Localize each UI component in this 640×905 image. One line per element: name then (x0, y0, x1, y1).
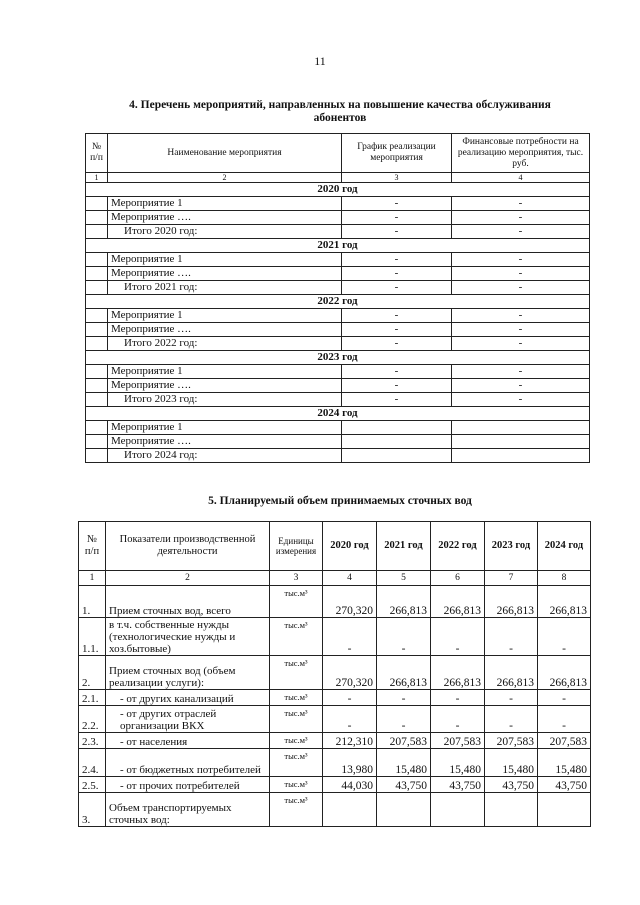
year-value: - (538, 690, 591, 706)
measure-finance (452, 449, 590, 463)
measure-num (86, 435, 108, 449)
year-value: 207,583 (538, 733, 591, 749)
column-number: 4 (323, 571, 377, 586)
measure-schedule: - (342, 379, 452, 393)
year-value: 44,030 (323, 777, 377, 793)
year-heading: 2023 год (86, 351, 590, 365)
year-value: 266,813 (431, 656, 485, 690)
header-year: 2023 год (485, 522, 538, 571)
measure-name: Итого 2022 год: (108, 337, 342, 351)
column-numbers-row (79, 571, 591, 586)
measure-finance: - (452, 267, 590, 281)
measure-schedule (342, 449, 452, 463)
header-schedule: График реализации мероприятия (342, 134, 452, 173)
measure-schedule: - (342, 309, 452, 323)
measure-num (86, 323, 108, 337)
year-value (323, 793, 377, 827)
column-number: 2 (108, 173, 342, 183)
measure-name: Мероприятие 1 (108, 421, 342, 435)
measure-finance: - (452, 379, 590, 393)
wastewater-header-row (79, 522, 591, 571)
year-value: 43,750 (431, 777, 485, 793)
measure-num (86, 281, 108, 295)
measure-name: Мероприятие …. (108, 267, 342, 281)
measure-row (86, 365, 590, 379)
section4-title-line1: 4. Перечень мероприятий, направленных на повышение качества обслуживания (129, 99, 551, 111)
measure-name: Итого 2021 год: (108, 281, 342, 295)
year-value: 207,583 (377, 733, 431, 749)
year-heading: 2024 год (86, 407, 590, 421)
measure-name: Итого 2020 год: (108, 225, 342, 239)
section5-title: 5. Планируемый объем принимаемых сточных вод (208, 495, 472, 507)
column-number: 2 (106, 571, 270, 586)
header-year: 2022 год (431, 522, 485, 571)
measure-num (86, 421, 108, 435)
indicator-name: Прием сточных вод (объем реализации услуги): (106, 656, 270, 690)
wastewater-table (78, 521, 591, 827)
measure-row (86, 379, 590, 393)
measure-finance: - (452, 393, 590, 407)
year-value: - (323, 618, 377, 656)
measure-row (86, 211, 590, 225)
year-value: 13,980 (323, 749, 377, 777)
column-number: 7 (485, 571, 538, 586)
indicator-name: Прием сточных вод, всего (106, 586, 270, 618)
year-value: 15,480 (431, 749, 485, 777)
year-value: - (485, 706, 538, 733)
measure-row (86, 393, 590, 407)
measure-finance: - (452, 281, 590, 295)
header-finance: Финансовые потребности на реализацию мероприятия, тыс. руб. (452, 134, 590, 173)
unit-label: тыс.м³ (270, 733, 323, 749)
year-value: - (538, 618, 591, 656)
row-num: 2.3. (79, 733, 106, 749)
measure-finance: - (452, 309, 590, 323)
year-row (86, 351, 590, 365)
unit-label: тыс.м³ (270, 690, 323, 706)
column-number: 3 (270, 571, 323, 586)
year-value: - (377, 618, 431, 656)
measure-name: Мероприятие …. (108, 211, 342, 225)
year-value: 43,750 (485, 777, 538, 793)
measure-num (86, 197, 108, 211)
unit-label: тыс.м³ (270, 706, 323, 733)
year-value: - (485, 690, 538, 706)
year-value (431, 793, 485, 827)
measure-num (86, 379, 108, 393)
year-value: - (431, 690, 485, 706)
indicator-name: - от населения (106, 733, 270, 749)
measure-schedule: - (342, 267, 452, 281)
indicator-name: в т.ч. собственные нужды (технологические нужды и хоз.бытовые) (106, 618, 270, 656)
year-value: - (485, 618, 538, 656)
year-value: 43,750 (377, 777, 431, 793)
year-value: 266,813 (485, 586, 538, 618)
measure-row (86, 197, 590, 211)
column-number: 6 (431, 571, 485, 586)
year-row (86, 407, 590, 421)
year-value: 266,813 (431, 586, 485, 618)
measure-name: Мероприятие 1 (108, 365, 342, 379)
header-indicator: Показатели производственной деятельности (106, 522, 270, 571)
year-row (86, 295, 590, 309)
measure-schedule: - (342, 365, 452, 379)
measure-name: Мероприятие 1 (108, 309, 342, 323)
year-value: - (323, 706, 377, 733)
measure-name: Итого 2024 год: (108, 449, 342, 463)
measure-schedule (342, 421, 452, 435)
column-number: 1 (79, 571, 106, 586)
wastewater-row (79, 733, 591, 749)
indicator-name: - от бюджетных потребителей (106, 749, 270, 777)
measures-header-row (86, 134, 590, 173)
measure-schedule: - (342, 197, 452, 211)
measure-schedule: - (342, 211, 452, 225)
year-value: 270,320 (323, 586, 377, 618)
measure-row (86, 337, 590, 351)
year-value: 270,320 (323, 656, 377, 690)
indicator-name: Объем транспортируемых сточных вод: (106, 793, 270, 827)
row-num: 1.1. (79, 618, 106, 656)
row-num: 3. (79, 793, 106, 827)
measure-num (86, 449, 108, 463)
year-value: - (323, 690, 377, 706)
year-row (86, 239, 590, 253)
year-value: - (431, 706, 485, 733)
header-num: № п/п (79, 522, 106, 571)
year-value: 266,813 (538, 656, 591, 690)
header-year: 2021 год (377, 522, 431, 571)
indicator-name: - от прочих потребителей (106, 777, 270, 793)
measure-finance: - (452, 323, 590, 337)
measure-row (86, 267, 590, 281)
unit-label: тыс.м³ (270, 749, 323, 777)
measure-num (86, 211, 108, 225)
measure-schedule: - (342, 337, 452, 351)
measure-row (86, 449, 590, 463)
year-value: 15,480 (377, 749, 431, 777)
row-num: 2.5. (79, 777, 106, 793)
measure-name: Итого 2023 год: (108, 393, 342, 407)
measure-finance: - (452, 337, 590, 351)
measure-row (86, 281, 590, 295)
wastewater-row (79, 690, 591, 706)
year-value: - (377, 690, 431, 706)
wastewater-row (79, 586, 591, 618)
column-number: 8 (538, 571, 591, 586)
measure-num (86, 253, 108, 267)
measure-finance: - (452, 197, 590, 211)
measure-finance: - (452, 211, 590, 225)
year-value: 266,813 (377, 586, 431, 618)
year-value: 207,583 (485, 733, 538, 749)
year-value (377, 793, 431, 827)
year-value: 43,750 (538, 777, 591, 793)
column-number: 3 (342, 173, 452, 183)
row-num: 2.4. (79, 749, 106, 777)
unit-label: тыс.м³ (270, 618, 323, 656)
measure-num (86, 309, 108, 323)
measure-name: Мероприятие 1 (108, 253, 342, 267)
year-value: 15,480 (538, 749, 591, 777)
measure-schedule: - (342, 281, 452, 295)
header-unit: Единицы измерения (270, 522, 323, 571)
year-heading: 2022 год (86, 295, 590, 309)
measure-num (86, 337, 108, 351)
year-value: 212,310 (323, 733, 377, 749)
measure-finance: - (452, 225, 590, 239)
column-number: 4 (452, 173, 590, 183)
wastewater-row (79, 706, 591, 733)
measure-row (86, 253, 590, 267)
row-num: 1. (79, 586, 106, 618)
wastewater-row (79, 618, 591, 656)
section4-title (60, 99, 620, 125)
unit-label: тыс.м³ (270, 586, 323, 618)
measure-row (86, 309, 590, 323)
wastewater-row (79, 749, 591, 777)
unit-label: тыс.м³ (270, 777, 323, 793)
measure-row (86, 225, 590, 239)
measure-schedule: - (342, 253, 452, 267)
header-num: № п/п (86, 134, 108, 173)
column-number: 1 (86, 173, 108, 183)
measure-finance (452, 421, 590, 435)
measure-num (86, 393, 108, 407)
year-value: 266,813 (377, 656, 431, 690)
measure-name: Мероприятие …. (108, 379, 342, 393)
year-value: 266,813 (485, 656, 538, 690)
column-number: 5 (377, 571, 431, 586)
year-value: 207,583 (431, 733, 485, 749)
page-number: 11 (314, 54, 326, 68)
wastewater-row (79, 777, 591, 793)
measure-num (86, 267, 108, 281)
measures-table (85, 133, 590, 463)
measure-row (86, 421, 590, 435)
year-value: - (538, 706, 591, 733)
measure-row (86, 435, 590, 449)
measure-name: Мероприятие …. (108, 323, 342, 337)
row-num: 2.2. (79, 706, 106, 733)
column-numbers-row (86, 173, 590, 183)
measure-name: Мероприятие 1 (108, 197, 342, 211)
measure-schedule: - (342, 225, 452, 239)
measure-row (86, 323, 590, 337)
section4-title-line2: абонентов (313, 112, 367, 124)
year-heading: 2020 год (86, 183, 590, 197)
header-year: 2020 год (323, 522, 377, 571)
wastewater-row (79, 793, 591, 827)
indicator-name: - от других канализаций (106, 690, 270, 706)
year-value: 15,480 (485, 749, 538, 777)
measure-finance (452, 435, 590, 449)
measure-name: Мероприятие …. (108, 435, 342, 449)
measure-finance: - (452, 365, 590, 379)
year-value (538, 793, 591, 827)
measure-schedule (342, 435, 452, 449)
row-num: 2.1. (79, 690, 106, 706)
measure-schedule: - (342, 323, 452, 337)
unit-label: тыс.м³ (270, 793, 323, 827)
year-value (485, 793, 538, 827)
measure-num (86, 225, 108, 239)
measure-finance: - (452, 253, 590, 267)
row-num: 2. (79, 656, 106, 690)
measure-num (86, 365, 108, 379)
header-measure-name: Наименование мероприятия (108, 134, 342, 173)
header-year: 2024 год (538, 522, 591, 571)
year-heading: 2021 год (86, 239, 590, 253)
year-value: - (377, 706, 431, 733)
wastewater-row (79, 656, 591, 690)
year-value: - (431, 618, 485, 656)
year-value: 266,813 (538, 586, 591, 618)
year-row (86, 183, 590, 197)
indicator-name: - от других отраслей организации ВКХ (106, 706, 270, 733)
measure-schedule: - (342, 393, 452, 407)
unit-label: тыс.м³ (270, 656, 323, 690)
